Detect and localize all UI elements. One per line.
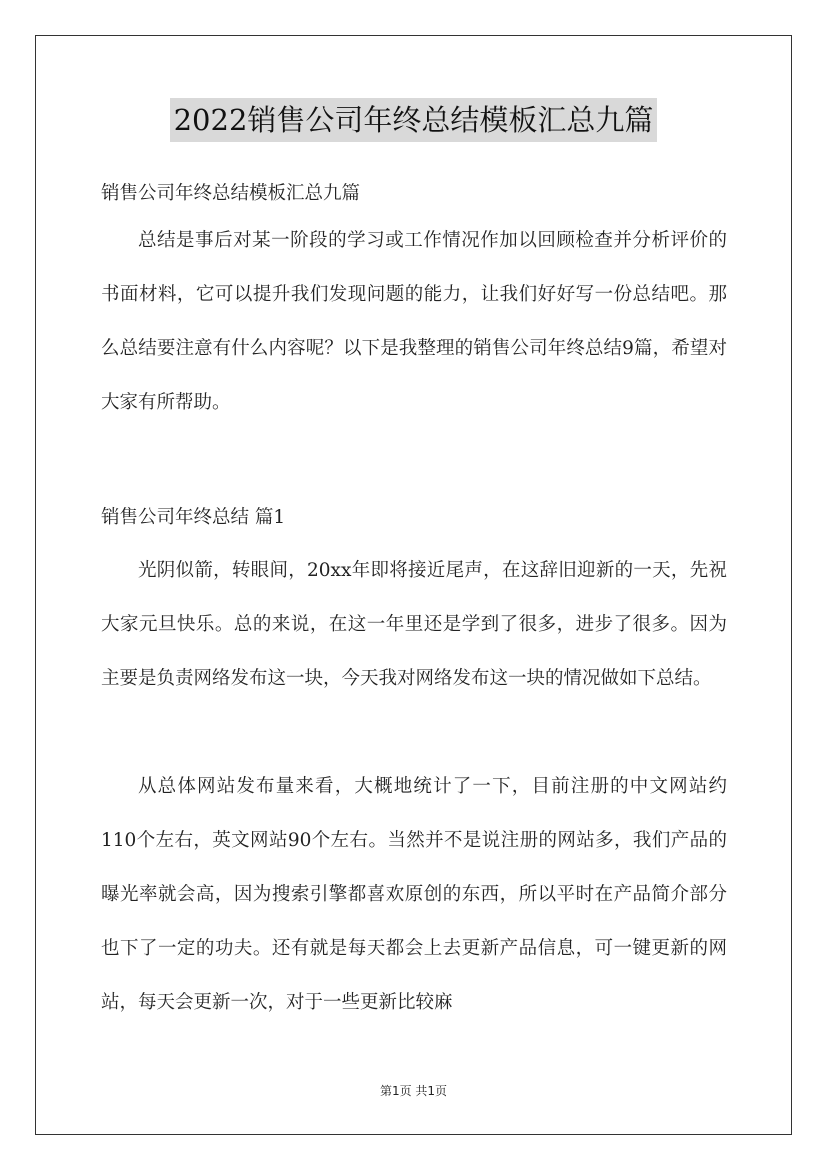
body-paragraph: 从总体网站发布量来看，大概地统计了一下，目前注册的中文网站约110个左右，英文网站90个左右。当然并不是说注册的网站多，我们产品的曝光率就会高，因为搜索引擎都喜欢原创的东西，所以平时在产品简介部分也下了一定的功夫。还有就是每天都会上去更新产品信息，可一键更新的网站，每天会更新一次，对于一些更新比较麻 [101, 776, 727, 1013]
document-subtitle: 销售公司年终总结模板汇总九篇 [101, 183, 361, 204]
document-title: 2022销售公司年终总结模板汇总九篇 [170, 98, 658, 142]
title-container [0, 98, 827, 142]
section-heading: 销售公司年终总结 篇1 [101, 507, 286, 528]
page-footer: 第1页 共1页 [379, 1084, 448, 1098]
intro-paragraph: 总结是事后对某一阶段的学习或工作情况作加以回顾检查并分析评价的书面材料，它可以提升我们发现问题的能力，让我们好好写一份总结吧。那么总结要注意有什么内容呢？以下是我整理的销售公司年终总结9篇，希望对大家有所帮助。 [101, 230, 727, 413]
body-paragraph: 光阴似箭，转眼间，20xx年即将接近尾声，在这辞旧迎新的一天，先祝大家元旦快乐。总的来说，在这一年里还是学到了很多，进步了很多。因为主要是负责网络发布这一块，今天我对网络发布这一块的情况做如下总结。 [101, 560, 727, 689]
